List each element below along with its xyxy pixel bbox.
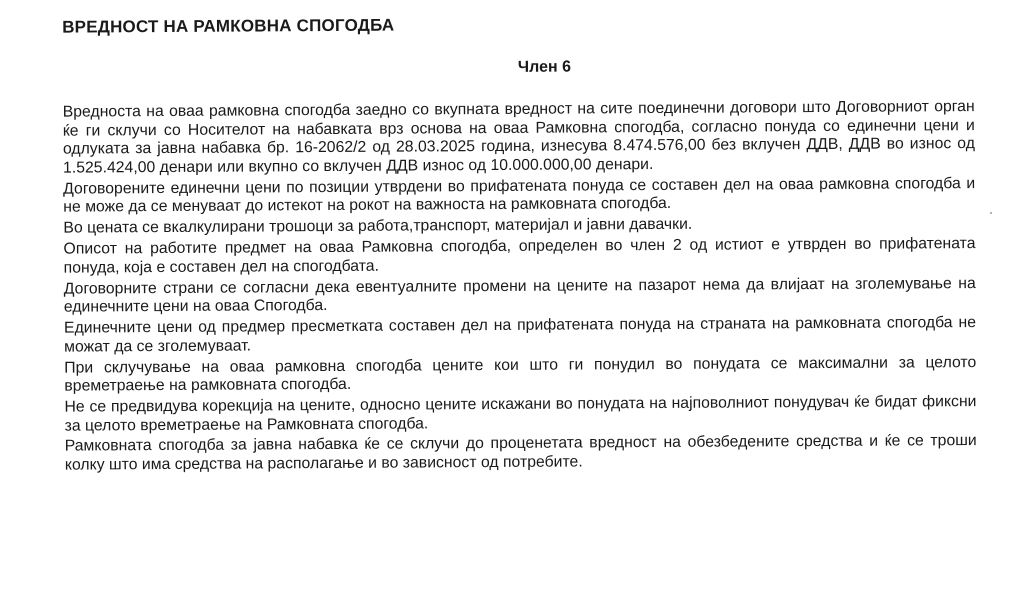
paragraph-unit-prices: Договорените единечни цени по позиции утврдени во прифатената понуда се составен дел на оваа рамковна спогодба и не може да се менуваат до истекот на рокот на важноста на рамковната спогодба. (63, 174, 976, 216)
article-body (63, 98, 977, 478)
section-heading: ВРЕДНОСТ НА РАМКОВНА СПОГОДБА (62, 15, 395, 37)
paragraph-contract-value: Вредноста на оваа рамковна спогодба заедно со вкупната вредност на сите поединечни договори што Договорниот орган ќе ги склучи со Носителот на набавката врз основа на оваа Рамковна спогодба, согласно понуда со единечни цени и одлуката за јавна набавка бр. 16-2062/2 од 28.03.2025 година, изнесува 8.474.576,00 без вклучен ДДВ, ДДВ во износ од 1.525.424,00 денари или вкупно со вклучен ДДВ износ од 10.000.000,00 денари. (62, 98, 975, 177)
paragraph-work-description: Описот на работите предмет на оваа Рамковна спогодба, определен во член 2 од истиот е утврден во прифатената понуда, која е составен дел на спогодбата. (63, 235, 976, 277)
paragraph-no-correction: Не се предвидува корекција на цените, односно цените искажани во понудата на најповолниот понудувач ќе бидат фиксни за целото времетраење на Рамковната спогодба. (64, 393, 977, 435)
paragraph-no-increase: Единечните цени од предмер пресметката составен дел на прифатената понуда на страната на рамковната спогодба не можат да се зголемуваат. (63, 314, 977, 356)
paragraph-market-changes: Договорните страни се согласни дека евентуалните промени на цените на пазарот нема да влијаат на зголемување на единечните цени на оваа Спогодба. (63, 274, 976, 316)
article-title: Член 6 (517, 58, 572, 76)
paragraph-maximum-prices: При склучување на оваа рамковна спогодба цените кои што ги понудил во понудата се максимални за целото времетраење на рамковната спогодба. (64, 353, 977, 395)
paragraph-funds-availability: Рамковната спогодба за јавна набавка ќе се склучи до проценетата вредност на обезбедените средства и ќе се троши колку што има средства на располагање и во зависност од потребите. (64, 432, 977, 474)
scan-speck (990, 212, 992, 214)
paragraph-included-costs: Во цената се вкалкулирани трошоци за работа,транспорт, материјал и јавни давачки. (63, 215, 693, 237)
